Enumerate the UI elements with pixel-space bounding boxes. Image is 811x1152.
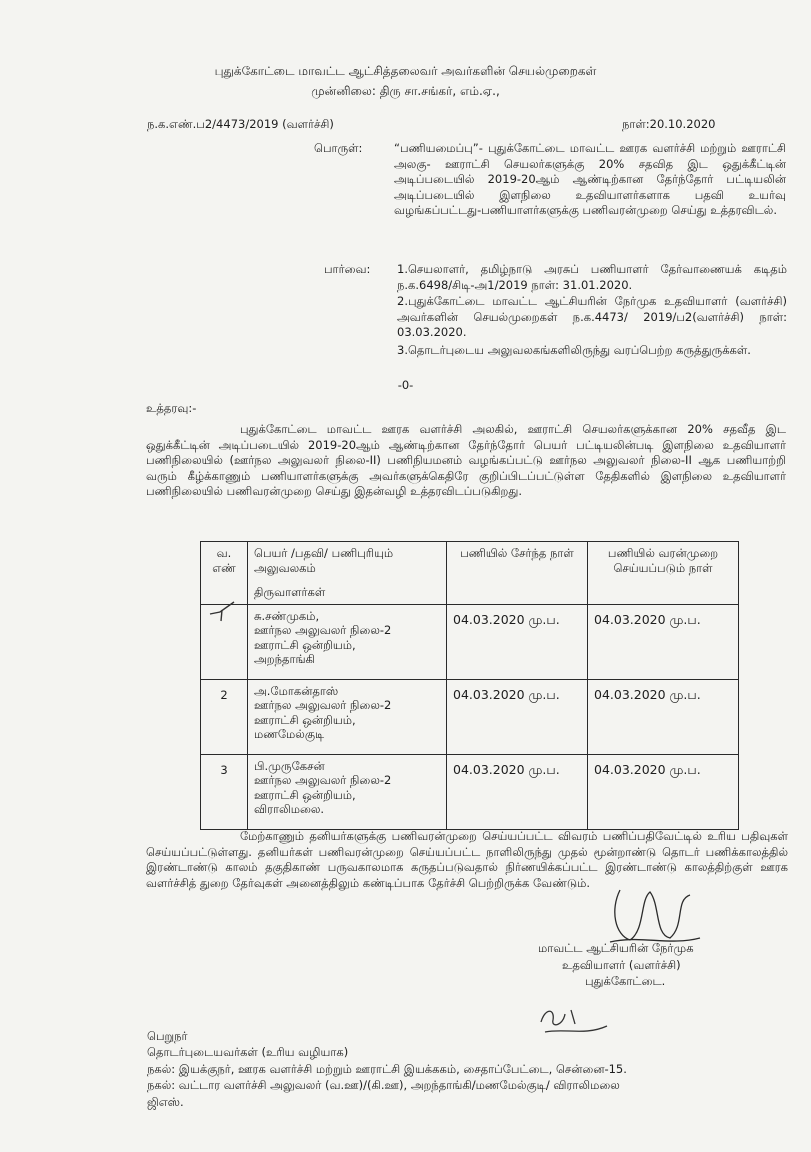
reference-number: ந.க.எண்.ப2/4473/2019 (வளர்ச்சி) (147, 117, 334, 131)
reference-item-2: 2.புதுக்கோட்டை மாவட்ட ஆட்சியரின் நேர்முக உதவியாளர் (வளர்ச்சி) அவர்களின் செயல்முறைகள் ந.க.4473/ 2019/ப2(வளர்ச்சி) நாள்: 03.03.2020. (397, 294, 787, 340)
row-serial: 3 (201, 754, 248, 829)
subject-text: “பணியமைப்பு”- புதுக்கோட்டை மாவட்ட ஊரக வளர்ச்சி மற்றும் ஊராட்சி அலகு- ஊராட்சி செயலர்களுக்கு 20% சதவித இட ஒதுக்கீட்டின் அடிப்படையில் 2019-20ஆம் ஆண்டிற்கான தேர்ந்தோர் பட்டியலின் அடிப்படையில் இளநிலை உதவியாளர்களாக பதவி உயர்வு வழங்கப்பட்டது-பணியாளர்களுக்கு பணிவரன்முறை செய்து உத்தரவிடல். (394, 141, 786, 218)
signatory-title: மாவட்ட ஆட்சியரின் நேர்முக (538, 941, 694, 955)
references-label: பார்வை: (324, 262, 371, 276)
reference-item-1: 1.செயலாளர், தமிழ்நாடு அரசுப் பணியாளர் தேர்வாணையக் கடிதம் ந.க.6498/சிடி-அ1/2019 நாள்: 31.01.2020. (397, 262, 787, 292)
copy-to-bdo: நகல்: வட்டார வளர்ச்சி அலுவலர் (வ.ஊ)/(கி.ஊ), அறந்தாங்கி/மணமேல்குடி/ விராலிமலை (147, 1078, 620, 1092)
employee-place: மணமேல்குடி (254, 727, 325, 741)
header-name-post-label: பெயர் /பதவி/ பணிபுரியும் அலுவலகம் (254, 546, 394, 575)
presiding-officer: முன்னிலை: திரு சா.சங்கர், எம்.ஏ., (311, 84, 500, 98)
order-body: புதுக்கோட்டை மாவட்ட ஊரக வளர்ச்சி அலகில், ஊராட்சி செயலர்களுக்கான 20% சதவீத இட ஒதுக்கீட்டின் அடிப்படையில் 2019-20ஆம் ஆண்டிற்கான தேர்ந்தோர் பெயர் பட்டியலின்படி இளநிலை உதவியாளர் பணிநிலையில் (ஊர்நல அலுவலர் நிலை-II) பணிநியமனம் வழங்கப்பட்டு ஊர்நல அலுவலர் நிலை-II ஆக பணியாற்றி வரும் கீழ்க்காணும் பணியாளர்களுக்கு அவர்களுக்கெதிரே குறிப்பிடப்பட்டுள்ள தேதிகளில் இளநிலை உதவியாளர் பணிநிலையில் பணிவரன்முறை செய்து இதன்வழி உத்தரவிடப்படுகிறது. (146, 422, 786, 499)
employee-place: விராலிமலை. (254, 802, 325, 816)
join-date: 04.03.2020 மு.ப. (447, 679, 588, 754)
subject-label: பொருள்: (314, 141, 363, 155)
join-date: 04.03.2020 மு.ப. (447, 604, 588, 679)
header-serial: வ. எண் (201, 542, 248, 605)
employee-name: சு.சண்முகம், (254, 608, 320, 623)
handwritten-tick-mark (208, 600, 238, 622)
office-heading: புதுக்கோட்டை மாவட்ட ஆட்சித்தலைவர் அவர்களின் செயல்முறைகள் (214, 64, 597, 78)
row-employee (248, 679, 447, 754)
row-employee (248, 754, 447, 829)
table-row (201, 754, 739, 829)
order-label: உத்தரவு:- (146, 401, 197, 415)
header-name-post (248, 542, 447, 605)
table-header-row (201, 542, 739, 605)
reference-item-3: 3.தொடர்புடைய அலுவலகங்களிலிருந்து வரப்பெற்ற கருத்துருக்கள். (397, 343, 751, 357)
signatory-designation: உதவியாளர் (வளர்ச்சி) (562, 958, 681, 972)
employee-office: ஊராட்சி ஒன்றியம், (254, 787, 356, 802)
employee-place: அறந்தாங்கி (254, 652, 315, 666)
handwritten-initials (535, 1002, 615, 1038)
signatory-place: புதுக்கோட்டை. (585, 974, 666, 988)
recipient-label: பெறுநர் (147, 1029, 188, 1043)
regularisation-date: 04.03.2020 மு.ப. (588, 754, 739, 829)
table-row (201, 604, 739, 679)
row-employee (248, 604, 447, 679)
employee-table (200, 541, 739, 830)
header-regular-date: பணியில் வரன்முறை செய்யப்படும் நாள் (588, 542, 739, 605)
officer-signature (590, 880, 710, 950)
employee-office: ஊராட்சி ஒன்றியம், (254, 712, 356, 727)
recipient-line: தொடர்புடையவர்கள் (உரிய வழியாக) (147, 1045, 349, 1059)
employee-post: ஊர்நல அலுவலர் நிலை-2 (254, 698, 392, 712)
regularisation-date: 04.03.2020 மு.ப. (588, 604, 739, 679)
regularisation-date: 04.03.2020 மு.ப. (588, 679, 739, 754)
row-serial: 2 (201, 679, 248, 754)
footer-paragraph: மேற்காணும் தனியர்களுக்கு பணிவரன்முறை செய்யப்பட்ட விவரம் பணிப்பதிவேட்டில் உரிய பதிவுகள் செய்யப்பட்டுள்ளது. தனியர்கள் பணிவரன்முறை செய்யப்பட்ட நாளிலிருந்து முதல் மூன்றாண்டு தொடர் பணிக்காலத்தில் இரண்டாண்டு காலம் தகுதிகாண் பருவகாலமாக கருதப்படுவதால் நிர்ணயிக்கப்பட்ட இரண்டாண்டு காலத்திற்குள் ஊரக வளர்ச்சித் துறை தேர்வுகள் அனைத்திலும் கண்டிப்பாக தேர்ச்சி பெற்றிருக்க வேண்டும். (146, 829, 788, 890)
employee-name: அ.மோகன்தாஸ் (254, 683, 339, 698)
section-separator: -0- (397, 378, 414, 392)
table-row (201, 679, 739, 754)
employee-name: பி.முருகேசன் (254, 758, 325, 773)
join-date: 04.03.2020 மு.ப. (447, 754, 588, 829)
header-join-date: பணியில் சேர்ந்த நாள் (447, 542, 588, 605)
employee-post: ஊர்நல அலுவலர் நிலை-2 (254, 773, 392, 787)
header-honorific: திருவாளர்கள் (254, 585, 326, 599)
copy-to-director: நகல்: இயக்குநர், ஊரக வளர்ச்சி மற்றும் ஊராட்சி இயக்ககம், சைதாப்பேட்டை, சென்னை-15. (147, 1062, 627, 1076)
typist-initials: ஜிஎஸ். (147, 1095, 184, 1109)
employee-post: ஊர்நல அலுவலர் நிலை-2 (254, 623, 392, 637)
order-date: நாள்:20.10.2020 (622, 117, 716, 131)
employee-office: ஊராட்சி ஒன்றியம், (254, 637, 356, 652)
